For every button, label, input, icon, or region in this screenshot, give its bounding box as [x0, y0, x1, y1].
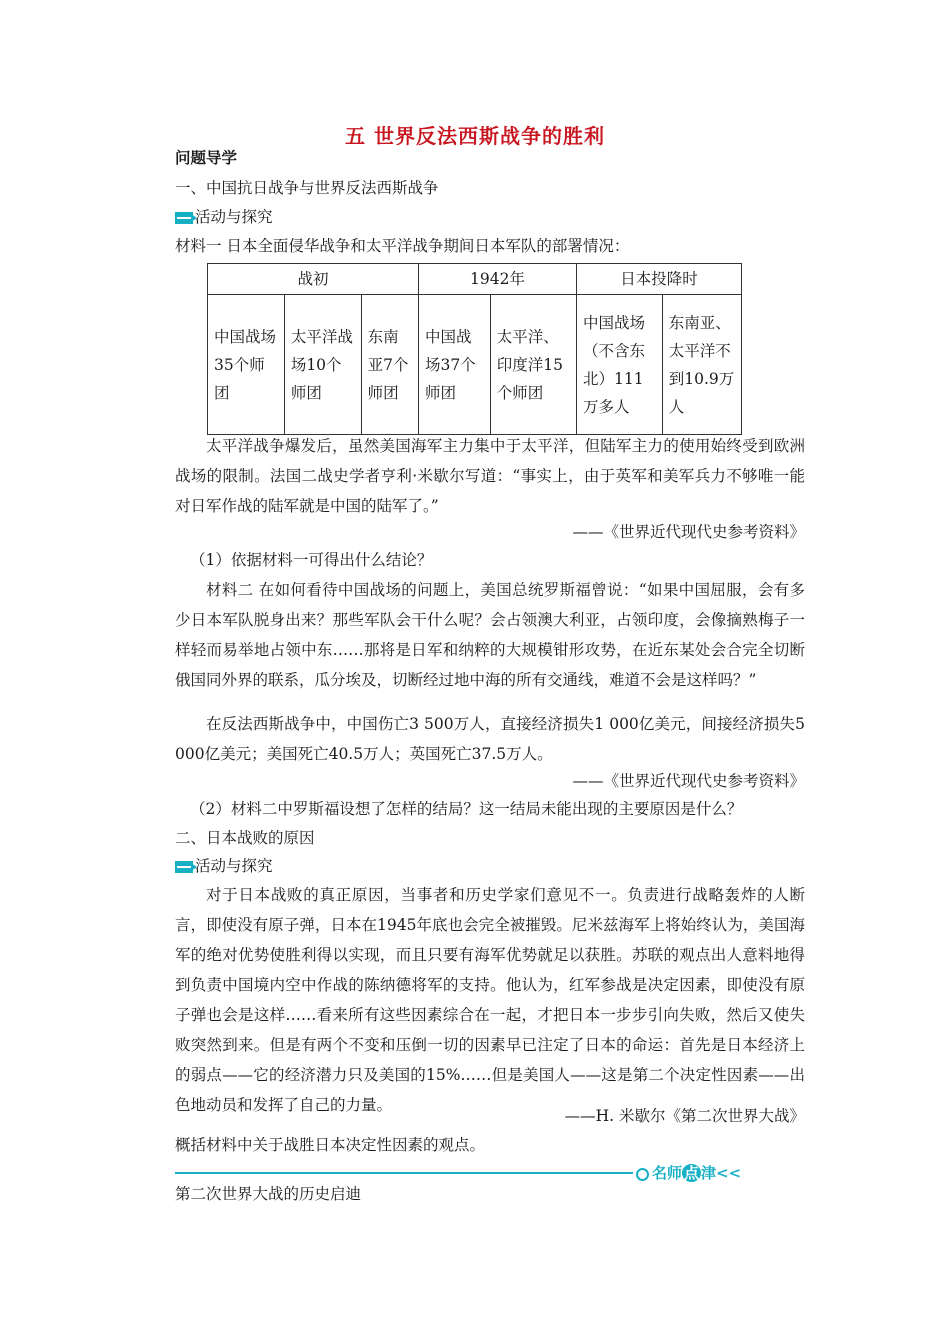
- table-cell: 太平洋战场10个师团: [284, 295, 361, 435]
- activity-label: 活动与探究: [195, 857, 273, 875]
- section-heading: 问题导学: [175, 148, 238, 167]
- question3: 概括材料中关于战胜日本决定性因素的观点。: [175, 1136, 486, 1154]
- table-header-1942: 1942年: [419, 264, 577, 295]
- source1: ——《世界近代现代史参考资料》: [572, 523, 805, 541]
- teacher-tips-badge: 名师 点 津<<: [636, 1162, 776, 1184]
- source2: ——《世界近代现代史参考资料》: [572, 772, 805, 790]
- material3-text: 对于日本战败的真正原因，当事者和历史学家们意见不一。负责进行战略轰炸的人断言，即使没有原子弹，日本在1945年底也会完全被摧毁。尼米兹海军上将始终认为，美国海军的绝对优势使胜利得以实现，而且只要有海军优势就足以获胜。苏联的观点出人意料地得到负责中国境内空中作战的陈纳德将军的支持。他认为，红军参战是决定因素，即使没有原子弹也会是这样……看来所有这些因素综合在一起，才把日本一步步引向失败，然后又使失败突然到来。但是有两个不变和压倒一切的因素早已注定了日本的命运：首先是日本经济上的弱点——它的经济潜力只及美国的15%……但是美国人——这是第二个决定性因素——出色地动员和发挥了自己的力量。: [175, 886, 805, 1114]
- activity-header-1: [175, 202, 273, 232]
- table-cell: 中国战场37个师团: [419, 295, 491, 435]
- material2-text: 材料二 在如何看待中国战场的问题上，美国总统罗斯福曾说：“如果中国屈服，会有多少日本军队脱身出来？那些军队会干什么呢？会占领澳大利亚，占领印度，会像摘熟梅子一样轻而易举地占领中东……那将是日军和纳粹的大规模钳形攻势，在近东某处会合完全切断俄国同外界的联系，瓜分埃及，切断经过地中海的所有交通线，难道不会是这样吗？”: [175, 581, 805, 689]
- table-cell: 东南亚7个师团: [361, 295, 418, 435]
- table-cell: 太平洋、印度洋15个师团: [490, 295, 576, 435]
- deployment-table: [207, 263, 742, 435]
- material2-text2: 在反法西斯战争中，中国伤亡3 500万人，直接经济损失1 000亿美元，间接经济损失5 000亿美元；美国死亡40.5万人；英国死亡37.5万人。: [175, 715, 805, 763]
- source3: ——H. 米歇尔《第二次世界大战》: [564, 1107, 805, 1125]
- final-line: 第二次世界大战的历史启迪: [175, 1185, 362, 1203]
- circle-icon: [636, 1168, 649, 1181]
- part2-heading: 二、日本战败的原因: [175, 829, 315, 847]
- activity-label: 活动与探究: [195, 208, 273, 226]
- table-cell: 中国战场（不含东北）111万多人: [577, 295, 663, 435]
- question1: （1）依据材料一可得出什么结论？: [190, 551, 433, 569]
- material1-text: 太平洋战争爆发后，虽然美国海军主力集中于太平洋，但陆军主力的使用始终受到欧洲战场的限制。法国二战史学者亨利·米歇尔写道：“事实上，由于英军和美军兵力不够唯一能对日军作战的陆军就是中国的陆军了。”: [175, 437, 805, 515]
- material1-intro: 材料一 日本全面侵华战争和太平洋战争期间日本军队的部署情况：: [175, 237, 630, 255]
- question2: （2）材料二中罗斯福设想了怎样的结局？这一结局未能出现的主要原因是什么？: [190, 800, 743, 818]
- activity-header-2: [175, 851, 273, 881]
- table-header-early: 战初: [208, 264, 419, 295]
- divider-line: [175, 1172, 633, 1174]
- table-cell: 东南亚、太平洋不到10.9万人: [662, 295, 741, 435]
- part1-heading: 一、中国抗日战争与世界反法西斯战争: [175, 179, 439, 197]
- table-cell: 中国战场35个师团: [208, 295, 285, 435]
- arrow-tag-icon: [175, 212, 193, 224]
- arrow-tag-icon: [175, 861, 193, 873]
- page-title: 五 世界反法西斯战争的胜利: [345, 124, 605, 148]
- table-header-surrender: 日本投降时: [577, 264, 742, 295]
